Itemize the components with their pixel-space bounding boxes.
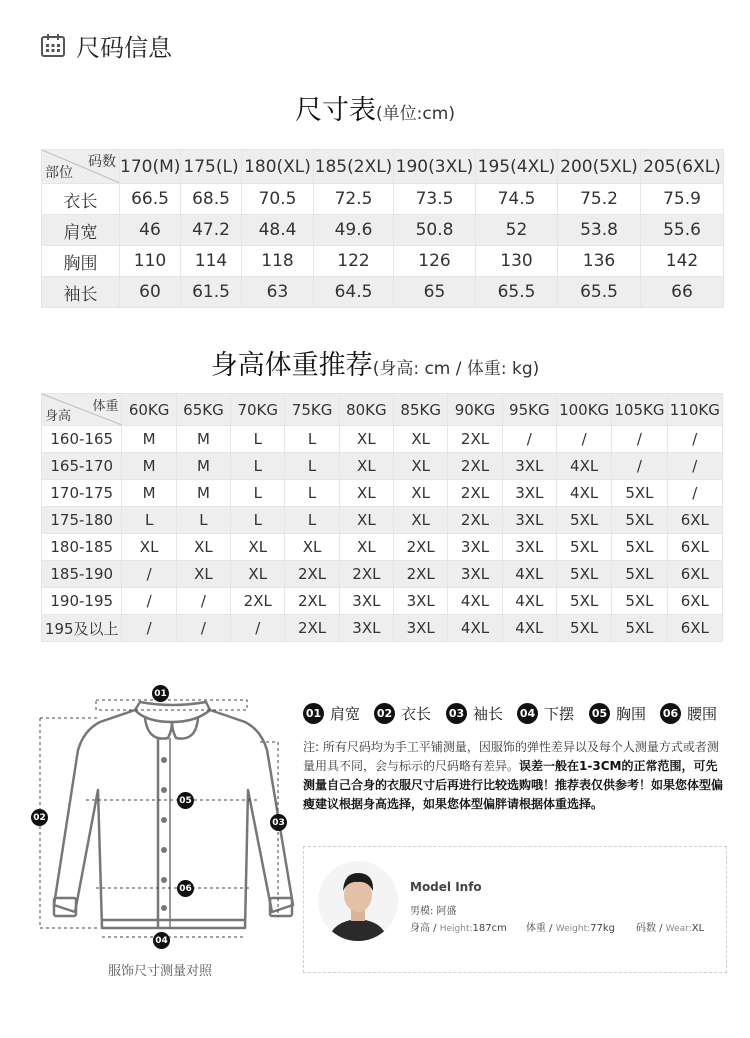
- recommend-cell: 2XL: [231, 588, 285, 615]
- recommend-cell: M: [122, 426, 176, 453]
- legend-item-shoulder: [303, 702, 360, 724]
- marker-05: 05: [177, 792, 194, 809]
- recommend-cell: /: [231, 615, 285, 642]
- recommend-cell: XL: [394, 480, 448, 507]
- height-label: 175-180: [42, 507, 122, 534]
- height-label: 190-195: [42, 588, 122, 615]
- legend-item-chest: [589, 702, 646, 724]
- size-cell: 66: [641, 277, 724, 308]
- recommend-cell: 3XL: [502, 453, 556, 480]
- recommend-cell: 5XL: [612, 507, 667, 534]
- model-weight: [526, 919, 615, 934]
- recommend-cell: 3XL: [502, 480, 556, 507]
- size-cell: 55.6: [641, 215, 724, 246]
- recommend-cell: L: [231, 453, 285, 480]
- size-cell: 48.4: [242, 215, 314, 246]
- size-cell: 65.5: [476, 277, 558, 308]
- size-cell: 118: [242, 246, 314, 277]
- recommend-cell: 2XL: [394, 534, 448, 561]
- recommend-cell: 3XL: [502, 507, 556, 534]
- recommend-cell: /: [122, 561, 176, 588]
- recommend-cell: L: [285, 480, 339, 507]
- recommend-cell: XL: [339, 507, 393, 534]
- recommend-cell: 2XL: [285, 588, 339, 615]
- size-header-cell: 185(2XL): [314, 150, 394, 184]
- height-label: 身高 /: [410, 923, 437, 934]
- size-row: [42, 246, 724, 277]
- recommend-row: [42, 615, 723, 642]
- size-cell: 52: [476, 215, 558, 246]
- legend-number: 05: [589, 703, 610, 724]
- size-cell: 53.8: [558, 215, 641, 246]
- recommend-cell: XL: [394, 453, 448, 480]
- legend-number: 04: [517, 703, 538, 724]
- recommend-cell: 6XL: [667, 588, 722, 615]
- legend-number: 01: [303, 703, 324, 724]
- size-cell: 74.5: [476, 184, 558, 215]
- size-cell: 75.9: [641, 184, 724, 215]
- recommend-heading: [0, 343, 750, 382]
- size-cell: 50.8: [394, 215, 476, 246]
- recommend-cell: /: [556, 426, 611, 453]
- size-cell: 68.5: [181, 184, 242, 215]
- size-cell: 126: [394, 246, 476, 277]
- recommend-cell: 5XL: [556, 588, 611, 615]
- size-header-cell: 170(M): [120, 150, 181, 184]
- recommend-cell: 2XL: [448, 453, 502, 480]
- legend-label: 袖长: [473, 704, 504, 723]
- recommend-cell: M: [176, 480, 230, 507]
- size-cell: 114: [181, 246, 242, 277]
- recommend-cell: 4XL: [502, 588, 556, 615]
- legend-number: 06: [660, 703, 681, 724]
- recommend-row: [42, 426, 723, 453]
- model-avatar: [318, 861, 398, 941]
- marker-02: 02: [31, 809, 48, 826]
- size-chart-heading: [0, 88, 750, 127]
- size-header-cell: 190(3XL): [394, 150, 476, 184]
- recommend-cell: 2XL: [448, 480, 502, 507]
- weight-header-cell: 110KG: [667, 394, 722, 426]
- weight-label: 体重 /: [526, 923, 553, 934]
- size-header-cell: 175(L): [181, 150, 242, 184]
- height-label: 180-185: [42, 534, 122, 561]
- recommend-cell: 2XL: [394, 561, 448, 588]
- recommend-cell: 3XL: [394, 615, 448, 642]
- recommend-row: [42, 561, 723, 588]
- recommend-cell: 5XL: [612, 588, 667, 615]
- recommend-row: [42, 507, 723, 534]
- size-chart-unit: (单位:cm): [376, 104, 455, 124]
- size-cell: 46: [120, 215, 181, 246]
- recommend-row: [42, 588, 723, 615]
- recommend-cell: 3XL: [448, 534, 502, 561]
- marker-01: 01: [152, 685, 169, 702]
- legend-number: 03: [446, 703, 467, 724]
- recommend-cell: /: [667, 453, 722, 480]
- recommend-cell: M: [122, 453, 176, 480]
- recommend-cell: 3XL: [339, 615, 393, 642]
- recommend-cell: /: [122, 588, 176, 615]
- weight-value: 77kg: [590, 923, 616, 934]
- weight-header-cell: 80KG: [339, 394, 393, 426]
- recommend-cell: 5XL: [612, 480, 667, 507]
- legend-item-waist: [660, 702, 717, 724]
- recommend-cell: XL: [285, 534, 339, 561]
- recommend-cell: L: [122, 507, 176, 534]
- legend-item-hem: [517, 702, 574, 724]
- recommend-cell: L: [231, 426, 285, 453]
- weight-header-cell: 75KG: [285, 394, 339, 426]
- recommend-cell: 4XL: [448, 588, 502, 615]
- height-label-en: Height:: [439, 924, 473, 934]
- height-label: 170-175: [42, 480, 122, 507]
- recommend-cell: 4XL: [556, 453, 611, 480]
- recommend-title: 身高体重推荐: [210, 350, 373, 381]
- size-row: [42, 215, 724, 246]
- height-label: 185-190: [42, 561, 122, 588]
- recommend-cell: L: [285, 453, 339, 480]
- size-cell: 60: [120, 277, 181, 308]
- size-cell: 65.5: [558, 277, 641, 308]
- recommend-cell: XL: [339, 480, 393, 507]
- recommend-cell: L: [285, 426, 339, 453]
- size-row: [42, 184, 724, 215]
- recommend-cell: 2XL: [448, 507, 502, 534]
- recommend-cell: XL: [122, 534, 176, 561]
- recommend-cell: XL: [394, 507, 448, 534]
- recommend-cell: /: [667, 480, 722, 507]
- recommend-cell: 6XL: [667, 507, 722, 534]
- weight-header-cell: 70KG: [231, 394, 285, 426]
- recommend-cell: L: [176, 507, 230, 534]
- legend-item-length: [374, 702, 431, 724]
- size-cell: 66.5: [120, 184, 181, 215]
- legend-label: 下摆: [544, 704, 575, 723]
- size-header-cell: 195(4XL): [476, 150, 558, 184]
- size-cell: 70.5: [242, 184, 314, 215]
- recommend-cell: M: [176, 453, 230, 480]
- recommend-cell: 6XL: [667, 534, 722, 561]
- model-size: [636, 919, 704, 934]
- model-info-title: Model Info: [410, 880, 482, 894]
- recommend-cell: M: [122, 480, 176, 507]
- recommend-cell: 2XL: [285, 561, 339, 588]
- size-row-label: 衣长: [42, 184, 120, 215]
- page-title: 尺码信息: [76, 34, 172, 62]
- legend-label: 胸围: [616, 704, 647, 723]
- recommend-cell: 6XL: [667, 561, 722, 588]
- size-header-cell: 180(XL): [242, 150, 314, 184]
- recommend-unit: (身高: cm / 体重: kg): [372, 359, 540, 379]
- recommend-cell: /: [176, 615, 230, 642]
- recommend-cell: 4XL: [502, 615, 556, 642]
- recommend-table: [41, 393, 723, 642]
- recommend-cell: /: [667, 426, 722, 453]
- size-row: [42, 277, 724, 308]
- recommend-cell: XL: [176, 534, 230, 561]
- weight-header-cell: 105KG: [612, 394, 667, 426]
- marker-04: 04: [153, 932, 170, 949]
- recommend-row: [42, 453, 723, 480]
- recommend-row: [42, 534, 723, 561]
- size-chart-table: [41, 149, 724, 308]
- recommend-cell: 3XL: [339, 588, 393, 615]
- height-value: 187cm: [472, 923, 507, 934]
- recommend-cell: 5XL: [612, 534, 667, 561]
- size-value: XL: [691, 923, 705, 934]
- legend-label: 肩宽: [330, 704, 361, 723]
- recommend-cell: XL: [231, 534, 285, 561]
- corner-cell: [42, 150, 120, 184]
- model-height: [410, 919, 507, 934]
- legend-label: 衣长: [401, 704, 432, 723]
- person-icon: [318, 861, 398, 941]
- recommend-cell: 6XL: [667, 615, 722, 642]
- size-cell: 130: [476, 246, 558, 277]
- size-cell: 63: [242, 277, 314, 308]
- height-label: 165-170: [42, 453, 122, 480]
- recommend-cell: 5XL: [556, 561, 611, 588]
- weight-header-cell: 60KG: [122, 394, 176, 426]
- size-cell: 65: [394, 277, 476, 308]
- recommend-cell: /: [122, 615, 176, 642]
- recommend-cell: /: [502, 426, 556, 453]
- height-label: 195及以上: [42, 615, 122, 642]
- recommend-cell: L: [231, 507, 285, 534]
- recommend-cell: L: [231, 480, 285, 507]
- marker-03: 03: [270, 814, 287, 831]
- weight-header-cell: 95KG: [502, 394, 556, 426]
- recommend-row: [42, 480, 723, 507]
- size-cell: 136: [558, 246, 641, 277]
- size-label: 码数 /: [636, 923, 663, 934]
- size-note: [303, 738, 729, 814]
- size-cell: 122: [314, 246, 394, 277]
- size-cell: 64.5: [314, 277, 394, 308]
- size-header-cell: 200(5XL): [558, 150, 641, 184]
- weight-header-cell: 65KG: [176, 394, 230, 426]
- size-cell: 142: [641, 246, 724, 277]
- recommend-cell: 5XL: [556, 615, 611, 642]
- corner-cell: [42, 394, 122, 426]
- recommend-cell: 4XL: [502, 561, 556, 588]
- recommend-cell: XL: [339, 534, 393, 561]
- size-cell: 72.5: [314, 184, 394, 215]
- recommend-cell: /: [612, 453, 667, 480]
- legend-item-sleeve: [446, 702, 503, 724]
- corner-bottom: 部位: [45, 165, 73, 181]
- size-header-cell: 205(6XL): [641, 150, 724, 184]
- size-cell: 75.2: [558, 184, 641, 215]
- recommend-cell: /: [612, 426, 667, 453]
- corner-top: 体重: [92, 399, 119, 414]
- recommend-cell: XL: [339, 426, 393, 453]
- recommend-cell: 5XL: [556, 507, 611, 534]
- weight-label-en: Weight:: [555, 924, 591, 934]
- recommend-cell: 3XL: [502, 534, 556, 561]
- height-label: 160-165: [42, 426, 122, 453]
- recommend-cell: M: [176, 426, 230, 453]
- weight-header-cell: 85KG: [394, 394, 448, 426]
- recommend-cell: XL: [394, 426, 448, 453]
- recommend-cell: 2XL: [448, 426, 502, 453]
- diagram-caption: 服饰尺寸测量对照: [107, 964, 212, 979]
- size-chart-title: 尺寸表: [295, 95, 377, 126]
- recommend-cell: XL: [339, 453, 393, 480]
- recommend-cell: 5XL: [612, 561, 667, 588]
- recommend-cell: 5XL: [556, 534, 611, 561]
- recommend-cell: 5XL: [612, 615, 667, 642]
- note-plain: 注: 所有尺码均为手工平铺测量，因服饰的弹性差异以及每个人测量方式或者测量用具不同，会与标示的尺码略有差异。: [303, 740, 719, 773]
- corner-top: 码数: [88, 154, 116, 170]
- recommend-cell: 4XL: [448, 615, 502, 642]
- size-cell: 73.5: [394, 184, 476, 215]
- size-row-label: 胸围: [42, 246, 120, 277]
- recommend-cell: L: [285, 507, 339, 534]
- corner-bottom: 身高: [45, 409, 72, 424]
- size-row-label: 肩宽: [42, 215, 120, 246]
- recommend-cell: XL: [176, 561, 230, 588]
- size-cell: 110: [120, 246, 181, 277]
- recommend-cell: 2XL: [339, 561, 393, 588]
- size-cell: 47.2: [181, 215, 242, 246]
- size-label-en: Wear:: [665, 924, 692, 934]
- weight-header-cell: 100KG: [556, 394, 611, 426]
- note-bold: 误差一般在1-3CM的正常范围，可先测量自己合身的衣服尺寸后再进行比较选购哦！推荐表仅供参考！如果您体型偏瘦建议根据身高选择，如果您体型偏胖请根据体重选择。: [303, 759, 724, 811]
- recommend-cell: XL: [231, 561, 285, 588]
- legend-label: 腰围: [687, 704, 718, 723]
- recommend-cell: /: [176, 588, 230, 615]
- calendar-icon: [40, 32, 66, 58]
- size-cell: 49.6: [314, 215, 394, 246]
- weight-header-cell: 90KG: [448, 394, 502, 426]
- legend-number: 02: [374, 703, 395, 724]
- recommend-cell: 3XL: [448, 561, 502, 588]
- recommend-cell: 2XL: [285, 615, 339, 642]
- shirt-diagram: [20, 680, 295, 950]
- size-row-label: 袖长: [42, 277, 120, 308]
- recommend-cell: 3XL: [394, 588, 448, 615]
- marker-06: 06: [177, 880, 194, 897]
- recommend-cell: 4XL: [556, 480, 611, 507]
- model-name: 男模: 阿盛: [410, 906, 457, 917]
- size-cell: 61.5: [181, 277, 242, 308]
